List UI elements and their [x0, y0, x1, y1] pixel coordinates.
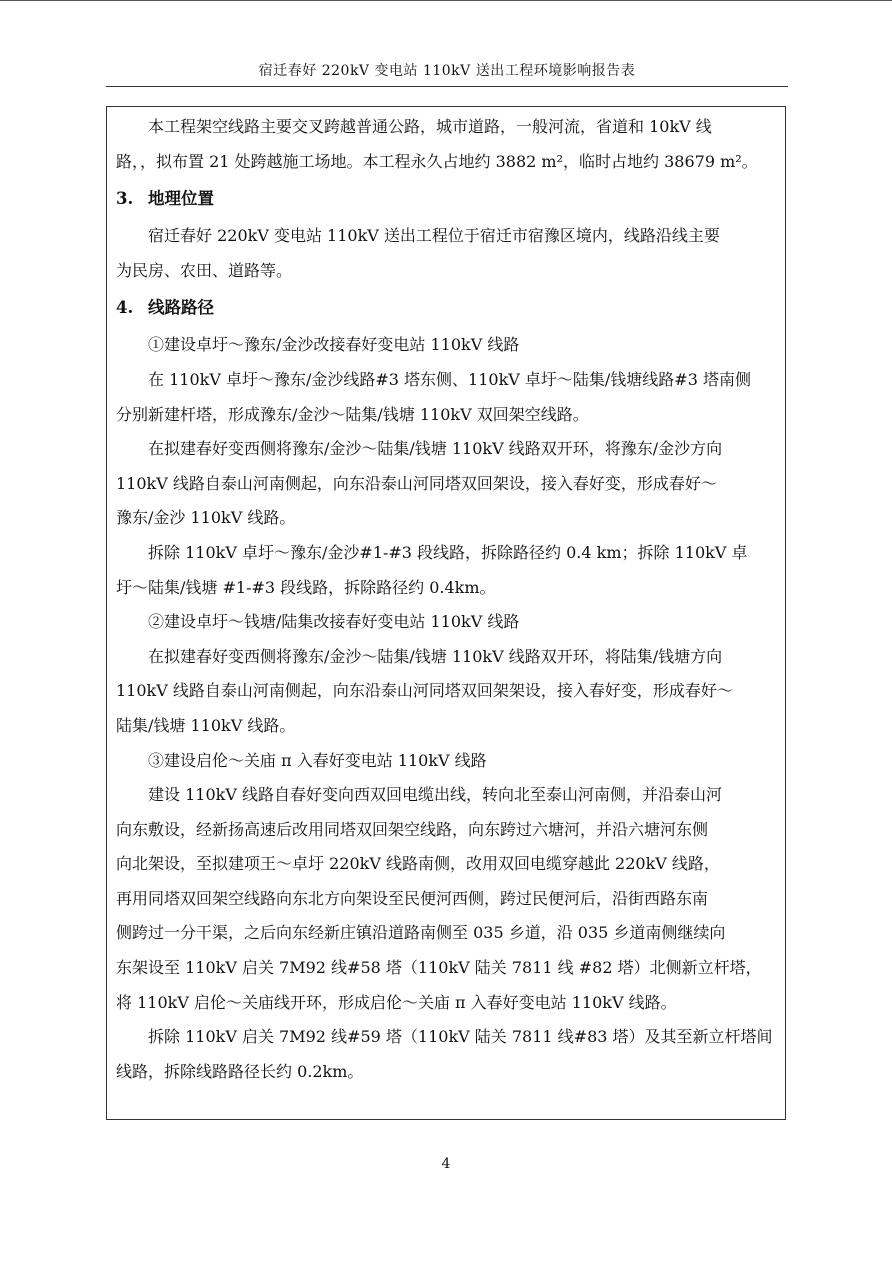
- paragraph-line: 110kV 线路自泰山河南侧起，向东沿泰山河同塔双回架架设，接入春好变，形成春好～: [116, 681, 733, 701]
- paragraph-line: 在 110kV 卓圩～豫东/金沙线路#3 塔东侧、110kV 卓圩～陆集/钱塘线路#3 塔南侧: [148, 369, 751, 389]
- paragraph-line: 在拟建春好变西侧将豫东/金沙～陆集/钱塘 110kV 线路双开环，将陆集/钱塘方向: [148, 646, 723, 666]
- section-title: 线路路径: [148, 298, 214, 318]
- paragraph-line: 向东敷设，经新扬高速后改用同塔双回架空线路，向东跨过六塘河，并沿六塘河东侧: [116, 819, 709, 839]
- paragraph-line: 侧跨过一分干渠，之后向东经新庄镇沿道路南侧至 035 乡道，沿 035 乡道南侧继续向: [116, 923, 726, 943]
- paragraph-line: 在拟建春好变西侧将豫东/金沙～陆集/钱塘 110kV 线路双开环，将豫东/金沙方向: [148, 439, 723, 459]
- document-body: [116, 110, 782, 1089]
- paragraph-location-line-2: 为民房、农田、道路等。: [116, 260, 293, 280]
- paragraph-line: 东架设至 110kV 启关 7M92 线#58 塔（110kV 陆关 7811 线 #82 塔）北侧新立杆塔，: [116, 958, 762, 978]
- subsection-title-2: ②建设卓圩～钱塘/陆集改接春好变电站 110kV 线路: [148, 612, 520, 632]
- subsection-title-1: ①建设卓圩～豫东/金沙改接春好变电站 110kV 线路: [148, 335, 520, 355]
- paragraph-line: 拆除 110kV 卓圩～豫东/金沙#1-#3 段线路，拆除路径约 0.4 km；拆除 110kV 卓: [148, 542, 748, 562]
- paragraph-crossing-line-2: 路，，拟布置 21 处跨越施工场地。本工程永久占地约 3882 m²，临时占地约 38679 m²。: [116, 151, 758, 171]
- paragraph-line: 将 110kV 启伦～关庙线开环，形成启伦～关庙 π 入春好变电站 110kV 线路。: [116, 992, 677, 1012]
- paragraph-line: 线路，拆除线路路径长约 0.2km。: [116, 1061, 364, 1081]
- paragraph-crossing-line-1: 本工程架空线路主要交叉跨越普通公路，城市道路，一般河流，省道和 10kV 线: [148, 117, 712, 136]
- header-divider: [106, 86, 788, 87]
- paragraph-line: 陆集/钱塘 110kV 线路。: [116, 715, 296, 735]
- section-number: 3.: [116, 189, 134, 209]
- page-number: 4: [441, 1156, 451, 1172]
- section-number: 4.: [116, 298, 134, 318]
- paragraph-line: 再用同塔双回架空线路向东北方向架设至民便河西侧，跨过民便河后，沿街西路东南: [116, 888, 709, 908]
- subsection-title-3: ③建设启伦～关庙 π 入春好变电站 110kV 线路: [148, 750, 487, 770]
- paragraph-line: 圩～陆集/钱塘 #1-#3 段线路，拆除路径约 0.4km。: [116, 577, 496, 597]
- paragraph-line: 拆除 110kV 启关 7M92 线#59 塔（110kV 陆关 7811 线#83 塔）及其至新立杆塔间: [148, 1027, 773, 1047]
- section-heading-route: [116, 291, 782, 325]
- top-border-line: [0, 0, 892, 1]
- document-header-title: 宿迁春好 220kV 变电站 110kV 送出工程环境影响报告表: [258, 63, 636, 79]
- paragraph-line: 豫东/金沙 110kV 线路。: [116, 508, 296, 528]
- paragraph-line: 建设 110kV 线路自春好变向西双回电缆出线，转向北至泰山河南侧，并沿泰山河: [148, 785, 722, 805]
- paragraph-location-line-1: 宿迁春好 220kV 变电站 110kV 送出工程位于宿迁市宿豫区境内，线路沿线主要: [148, 226, 720, 246]
- section-heading-location: [116, 182, 782, 216]
- paragraph-line: 向北架设，至拟建项王～卓圩 220kV 线路南侧，改用双回电缆穿越此 220kV 线路，: [116, 854, 720, 874]
- section-title: 地理位置: [148, 189, 214, 209]
- paragraph-line: 110kV 线路自泰山河南侧起，向东沿泰山河同塔双回架设，接入春好变，形成春好～: [116, 473, 717, 493]
- paragraph-line: 分别新建杆塔，形成豫东/金沙～陆集/钱塘 110kV 双回架空线路。: [116, 404, 589, 424]
